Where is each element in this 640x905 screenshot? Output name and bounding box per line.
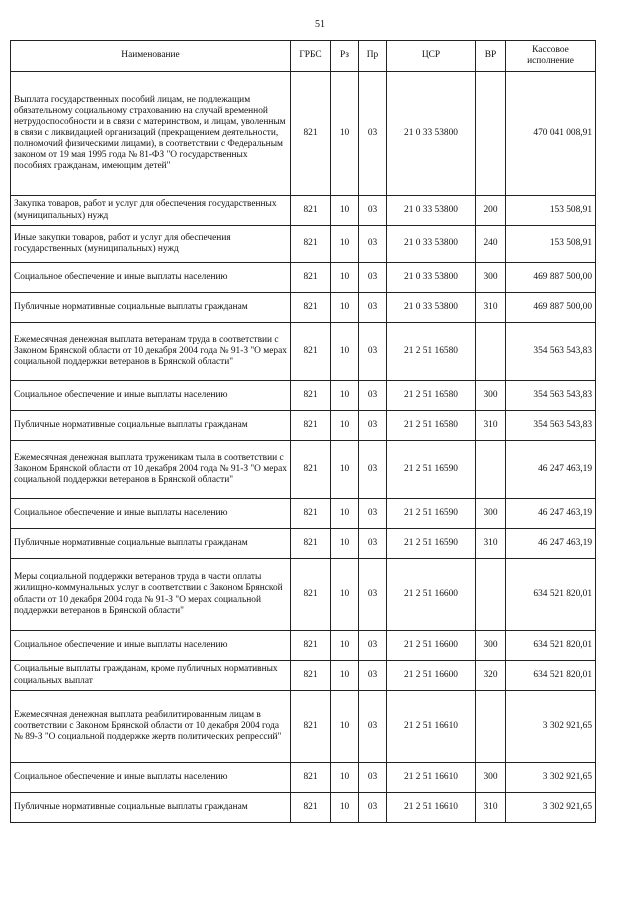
header-pr: Пр [359, 41, 387, 72]
row-vr [476, 441, 506, 499]
row-name: Социальное обеспечение и иные выплаты населению [11, 631, 291, 661]
row-name: Социальное обеспечение и иные выплаты населению [11, 763, 291, 793]
table-row [11, 529, 596, 559]
table-row [11, 196, 596, 226]
header-name: Наименование [11, 41, 291, 72]
row-rz: 10 [331, 196, 359, 226]
row-name: Ежемесячная денежная выплата труженикам тыла в соответствии с Законом Брянской области от 10 декабря 2004 года № 91-З "О мерах социальной поддержки ветеранов в Брянской области" [11, 441, 291, 499]
row-name: Социальные выплаты гражданам, кроме публичных нормативных социальных выплат [11, 661, 291, 691]
table-row [11, 661, 596, 691]
row-rz: 10 [331, 691, 359, 763]
row-csr: 21 0 33 53800 [387, 293, 476, 323]
row-rz: 10 [331, 763, 359, 793]
table-row [11, 793, 596, 823]
row-grbs: 821 [291, 529, 331, 559]
row-grbs: 821 [291, 381, 331, 411]
header-rz: Рз [331, 41, 359, 72]
page-number: 51 [315, 19, 325, 30]
row-vr: 320 [476, 661, 506, 691]
row-rz: 10 [331, 381, 359, 411]
row-name: Социальное обеспечение и иные выплаты населению [11, 499, 291, 529]
row-vr: 300 [476, 381, 506, 411]
table-row [11, 381, 596, 411]
row-csr: 21 0 33 53800 [387, 263, 476, 293]
table-row [11, 411, 596, 441]
row-name: Публичные нормативные социальные выплаты гражданам [11, 793, 291, 823]
row-rz: 10 [331, 441, 359, 499]
row-grbs: 821 [291, 411, 331, 441]
row-csr: 21 2 51 16600 [387, 661, 476, 691]
row-grbs: 821 [291, 263, 331, 293]
row-pr: 03 [359, 226, 387, 263]
row-vr [476, 323, 506, 381]
row-vr [476, 559, 506, 631]
row-rz: 10 [331, 293, 359, 323]
row-name: Публичные нормативные социальные выплаты гражданам [11, 411, 291, 441]
row-csr: 21 2 51 16600 [387, 559, 476, 631]
row-amount: 469 887 500,00 [506, 293, 596, 323]
row-rz: 10 [331, 559, 359, 631]
row-rz: 10 [331, 323, 359, 381]
row-csr: 21 0 33 53800 [387, 196, 476, 226]
row-grbs: 821 [291, 441, 331, 499]
row-rz: 10 [331, 411, 359, 441]
row-rz: 10 [331, 793, 359, 823]
row-name: Ежемесячная денежная выплата ветеранам труда в соответствии с Законом Брянской области от 10 декабря 2004 года № 91-З "О мерах социальной поддержки ветеранов в Брянской области" [11, 323, 291, 381]
row-amount: 354 563 543,83 [506, 411, 596, 441]
table-row [11, 763, 596, 793]
table-row [11, 72, 596, 196]
row-grbs: 821 [291, 763, 331, 793]
row-name: Иные закупки товаров, работ и услуг для обеспечения государственных (муниципальных) нужд [11, 226, 291, 263]
row-csr: 21 2 51 16610 [387, 763, 476, 793]
row-pr: 03 [359, 441, 387, 499]
row-name: Публичные нормативные социальные выплаты гражданам [11, 529, 291, 559]
row-grbs: 821 [291, 661, 331, 691]
row-amount: 634 521 820,01 [506, 631, 596, 661]
row-name: Публичные нормативные социальные выплаты гражданам [11, 293, 291, 323]
row-vr: 300 [476, 763, 506, 793]
row-csr: 21 2 51 16590 [387, 441, 476, 499]
row-amount: 153 508,91 [506, 226, 596, 263]
row-amount: 3 302 921,65 [506, 793, 596, 823]
row-name: Закупка товаров, работ и услуг для обеспечения государственных (муниципальных) нужд [11, 196, 291, 226]
row-rz: 10 [331, 72, 359, 196]
row-csr: 21 2 51 16610 [387, 793, 476, 823]
row-pr: 03 [359, 499, 387, 529]
row-vr: 300 [476, 631, 506, 661]
row-name: Социальное обеспечение и иные выплаты населению [11, 381, 291, 411]
row-grbs: 821 [291, 293, 331, 323]
row-amount: 46 247 463,19 [506, 499, 596, 529]
row-csr: 21 2 51 16610 [387, 691, 476, 763]
header-amount: Кассовое исполнение [506, 41, 596, 72]
row-amount: 3 302 921,65 [506, 763, 596, 793]
row-vr: 300 [476, 499, 506, 529]
row-csr: 21 2 51 16580 [387, 323, 476, 381]
row-pr: 03 [359, 72, 387, 196]
table-header-row [11, 41, 596, 72]
row-pr: 03 [359, 293, 387, 323]
row-pr: 03 [359, 196, 387, 226]
row-grbs: 821 [291, 72, 331, 196]
row-csr: 21 2 51 16600 [387, 631, 476, 661]
row-amount: 634 521 820,01 [506, 661, 596, 691]
header-vr: ВР [476, 41, 506, 72]
row-rz: 10 [331, 631, 359, 661]
row-rz: 10 [331, 529, 359, 559]
row-amount: 354 563 543,83 [506, 323, 596, 381]
row-name: Ежемесячная денежная выплата реабилитированным лицам в соответствии с Законом Брянской области от 10 декабря 2004 года № 89-З "О социальной поддержке жертв политических репрессий" [11, 691, 291, 763]
table-row [11, 499, 596, 529]
row-vr: 200 [476, 196, 506, 226]
row-amount: 634 521 820,01 [506, 559, 596, 631]
row-pr: 03 [359, 691, 387, 763]
row-amount: 153 508,91 [506, 196, 596, 226]
header-csr: ЦСР [387, 41, 476, 72]
row-vr: 310 [476, 293, 506, 323]
row-vr: 310 [476, 529, 506, 559]
row-grbs: 821 [291, 323, 331, 381]
row-amount: 354 563 543,83 [506, 381, 596, 411]
row-pr: 03 [359, 631, 387, 661]
row-grbs: 821 [291, 226, 331, 263]
row-rz: 10 [331, 499, 359, 529]
table-row [11, 691, 596, 763]
row-grbs: 821 [291, 196, 331, 226]
row-vr: 300 [476, 263, 506, 293]
row-amount: 46 247 463,19 [506, 529, 596, 559]
table-row [11, 631, 596, 661]
row-amount: 469 887 500,00 [506, 263, 596, 293]
table-row [11, 323, 596, 381]
row-amount: 3 302 921,65 [506, 691, 596, 763]
row-pr: 03 [359, 323, 387, 381]
row-pr: 03 [359, 263, 387, 293]
row-grbs: 821 [291, 559, 331, 631]
table-row [11, 226, 596, 263]
row-pr: 03 [359, 559, 387, 631]
row-vr [476, 691, 506, 763]
row-rz: 10 [331, 263, 359, 293]
row-rz: 10 [331, 661, 359, 691]
row-vr [476, 72, 506, 196]
row-grbs: 821 [291, 631, 331, 661]
row-name: Социальное обеспечение и иные выплаты населению [11, 263, 291, 293]
row-grbs: 821 [291, 793, 331, 823]
row-pr: 03 [359, 381, 387, 411]
header-grbs: ГРБС [291, 41, 331, 72]
row-grbs: 821 [291, 499, 331, 529]
row-vr: 310 [476, 793, 506, 823]
row-vr: 240 [476, 226, 506, 263]
row-csr: 21 0 33 53800 [387, 226, 476, 263]
row-name: Меры социальной поддержки ветеранов труда в части оплаты жилищно-коммунальных услуг в соответствии с Законом Брянской области от 10 декабря 2004 года № 91-З "О мерах социальной поддержки ветеранов в Брянской области" [11, 559, 291, 631]
row-amount: 46 247 463,19 [506, 441, 596, 499]
row-vr: 310 [476, 411, 506, 441]
table-row [11, 441, 596, 499]
row-pr: 03 [359, 763, 387, 793]
row-pr: 03 [359, 661, 387, 691]
table-row [11, 263, 596, 293]
row-rz: 10 [331, 226, 359, 263]
row-csr: 21 2 51 16590 [387, 499, 476, 529]
row-grbs: 821 [291, 691, 331, 763]
row-pr: 03 [359, 793, 387, 823]
row-pr: 03 [359, 529, 387, 559]
row-csr: 21 2 51 16580 [387, 411, 476, 441]
row-csr: 21 0 33 53800 [387, 72, 476, 196]
table-row [11, 559, 596, 631]
table-row [11, 293, 596, 323]
budget-execution-table [10, 40, 596, 823]
row-name: Выплата государственных пособий лицам, не подлежащим обязательному социальному страхованию на случай временной нетрудоспособности и в связи с материнством, и лицам, уволенным в связи с ликвидацией организаций (прекращением деятельности, полномочий физическими лицами), в соответствии с Федеральным законом от 19 мая 1995 года № 81-ФЗ "О государственных пособиях гражданам, имеющим детей" [11, 72, 291, 196]
row-pr: 03 [359, 411, 387, 441]
row-csr: 21 2 51 16590 [387, 529, 476, 559]
row-amount: 470 041 008,91 [506, 72, 596, 196]
row-csr: 21 2 51 16580 [387, 381, 476, 411]
